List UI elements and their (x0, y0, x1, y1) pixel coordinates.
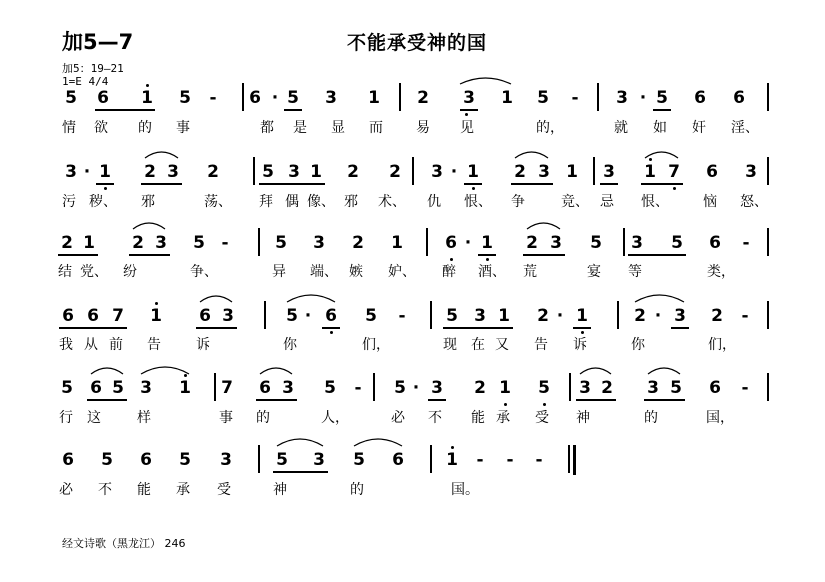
lyric-syllable: 像、 (307, 194, 335, 210)
note: 7 (668, 162, 680, 182)
note: 6 (199, 306, 211, 326)
note: - (221, 233, 229, 253)
lyric-syllable: 纷 (123, 264, 137, 280)
note: 7 (221, 378, 233, 398)
lyric-syllable: 易 (416, 120, 430, 136)
lyric-syllable: 承 (176, 482, 190, 498)
lyric-syllable: 现 (443, 337, 457, 353)
note: 5 (179, 88, 191, 108)
note: 1 (499, 378, 511, 398)
lyric-syllable: 党、 (80, 264, 108, 280)
lyric-syllable: 类， (707, 264, 735, 280)
note: 3 (325, 88, 337, 108)
lyric-syllable: 告 (534, 337, 548, 353)
note: 5 (112, 378, 124, 398)
note: · (271, 88, 279, 108)
lyric-syllable: 诉 (573, 337, 587, 353)
lyric-syllable: 如 (653, 120, 667, 136)
lyric-syllable: 不 (98, 482, 112, 498)
note: 5 (671, 233, 683, 253)
scripture-reference: 加5：19—21 (62, 62, 124, 75)
lyric-syllable: 嫉 (349, 264, 363, 280)
note: 3 (155, 233, 167, 253)
lyric-syllable: 的， (536, 120, 564, 136)
note: 2 (514, 162, 526, 182)
note: 3 (431, 378, 443, 398)
lyric-syllable: 受 (535, 410, 549, 426)
note: · (304, 306, 312, 326)
slur (645, 152, 678, 158)
lyric-syllable: 而 (369, 120, 383, 136)
note: 6 (445, 233, 457, 253)
note: · (556, 306, 564, 326)
lyric-syllable: 的 (350, 482, 364, 498)
lyric-syllable: 你 (283, 337, 297, 353)
slur (527, 223, 560, 229)
lyric-syllable: 国。 (451, 482, 479, 498)
note: 1 (391, 233, 403, 253)
note: 6 (733, 88, 745, 108)
note: 3 (140, 378, 152, 398)
note: 1 (150, 306, 162, 326)
note: - (506, 450, 514, 470)
note: - (741, 378, 749, 398)
note: 2 (526, 233, 538, 253)
lyric-syllable: 仇 (427, 194, 441, 210)
lyric-syllable: 拜 (259, 194, 273, 210)
slur (580, 368, 611, 374)
lyric-syllable: 的 (256, 410, 270, 426)
lyric-syllable: 秽、 (89, 194, 117, 210)
note: 3 (313, 233, 325, 253)
note: 2 (389, 162, 401, 182)
note: 2 (207, 162, 219, 182)
note: 2 (474, 378, 486, 398)
note: 2 (61, 233, 73, 253)
note: 6 (709, 233, 721, 253)
note: - (354, 378, 362, 398)
lyric-syllable: 样 (137, 410, 151, 426)
note: 5 (656, 88, 668, 108)
note: 6 (325, 306, 337, 326)
note: 6 (392, 450, 404, 470)
note: 3 (603, 162, 615, 182)
lyric-syllable: 荡、 (204, 194, 232, 210)
lyric-syllable: 的 (644, 410, 658, 426)
lyric-syllable: 等 (628, 264, 642, 280)
lyric-syllable: 妒、 (388, 264, 416, 280)
lyric-syllable: 你 (631, 337, 645, 353)
note: 2 (417, 88, 429, 108)
note: 1 (446, 450, 458, 470)
lyric-syllable: 这 (87, 410, 101, 426)
note: · (464, 233, 472, 253)
note: 3 (282, 378, 294, 398)
slur (145, 152, 178, 158)
note: 5 (287, 88, 299, 108)
lyric-syllable: 人， (321, 410, 349, 426)
note: 3 (579, 378, 591, 398)
note: 3 (616, 88, 628, 108)
note: 5 (537, 88, 549, 108)
lyric-syllable: 端、 (310, 264, 338, 280)
lyric-syllable: 酒、 (478, 264, 506, 280)
lyric-syllable: 术、 (378, 194, 406, 210)
note: 3 (745, 162, 757, 182)
note: 3 (65, 162, 77, 182)
note: 5 (590, 233, 602, 253)
lyric-syllable: 偶 (285, 194, 299, 210)
note: 3 (631, 233, 643, 253)
lyric-syllable: 的 (138, 120, 152, 136)
note: 1 (99, 162, 111, 182)
lyric-syllable: 恼 (703, 194, 717, 210)
lyric-syllable: 行 (59, 410, 73, 426)
lyric-syllable: 诉 (196, 337, 210, 353)
lyric-syllable: 忌 (600, 194, 614, 210)
lyric-syllable: 神 (273, 482, 287, 498)
note: 5 (538, 378, 550, 398)
note: 1 (141, 88, 153, 108)
lyric-syllable: 能 (137, 482, 151, 498)
lyric-syllable: 情 (62, 120, 76, 136)
lyric-syllable: 事 (219, 410, 233, 426)
note: 1 (576, 306, 588, 326)
lyric-syllable: 们， (708, 337, 736, 353)
note: 1 (498, 306, 510, 326)
note: · (83, 162, 91, 182)
lyric-syllable: 奸 (692, 120, 706, 136)
lyric-syllable: 国， (706, 410, 734, 426)
note: 5 (65, 88, 77, 108)
note: 3 (550, 233, 562, 253)
note: 1 (501, 88, 513, 108)
note: 3 (167, 162, 179, 182)
lyric-syllable: 醉 (442, 264, 456, 280)
note: 5 (324, 378, 336, 398)
lyric-syllable: 竞、 (561, 194, 589, 210)
note: 2 (537, 306, 549, 326)
key-signature: 1=E 4/4 (62, 75, 109, 88)
note: 5 (262, 162, 274, 182)
note: 2 (601, 378, 613, 398)
footer-source: 经文诗歌（黑龙江） 246 (62, 537, 186, 550)
lyric-syllable: 邪 (141, 194, 155, 210)
hymn-number: 加5—7 (62, 30, 134, 54)
note: · (450, 162, 458, 182)
lyric-syllable: 受 (217, 482, 231, 498)
note: 5 (353, 450, 365, 470)
note: 3 (474, 306, 486, 326)
lyric-syllable: 就 (614, 120, 628, 136)
note: 6 (90, 378, 102, 398)
lyric-syllable: 欲 (94, 120, 108, 136)
lyric-syllable: 神 (576, 410, 590, 426)
lyric-syllable: 怒、 (740, 194, 768, 210)
note: 2 (634, 306, 646, 326)
note: 1 (467, 162, 479, 182)
lyric-syllable: 淫、 (731, 120, 759, 136)
lyric-syllable: 争、 (190, 264, 218, 280)
lyric-syllable: 结 (58, 264, 72, 280)
lyric-syllable: 显 (331, 120, 345, 136)
note: 5 (193, 233, 205, 253)
note: 3 (220, 450, 232, 470)
note: 5 (275, 233, 287, 253)
note: 6 (140, 450, 152, 470)
note: 3 (222, 306, 234, 326)
note: 5 (101, 450, 113, 470)
note: 3 (463, 88, 475, 108)
note: 2 (132, 233, 144, 253)
slur (287, 295, 335, 302)
note: - (398, 306, 406, 326)
lyric-syllable: 必 (391, 410, 405, 426)
note: 3 (313, 450, 325, 470)
slur (460, 78, 511, 84)
note: 2 (352, 233, 364, 253)
lyric-syllable: 荒 (523, 264, 537, 280)
note: 1 (310, 162, 322, 182)
note: 3 (431, 162, 443, 182)
note: 5 (179, 450, 191, 470)
note: · (412, 378, 420, 398)
note: 5 (446, 306, 458, 326)
lyric-syllable: 们， (362, 337, 390, 353)
note: 1 (83, 233, 95, 253)
note: 6 (694, 88, 706, 108)
slur (200, 296, 232, 302)
lyric-syllable: 异 (272, 264, 286, 280)
note: 1 (644, 162, 656, 182)
note: 3 (538, 162, 550, 182)
note: 6 (62, 450, 74, 470)
lyric-syllable: 我 (59, 337, 73, 353)
slur (648, 368, 680, 374)
lyric-syllable: 争 (511, 194, 525, 210)
note: · (639, 88, 647, 108)
note: 5 (670, 378, 682, 398)
note: 2 (144, 162, 156, 182)
note: 6 (259, 378, 271, 398)
slur (260, 368, 292, 374)
lyric-syllable: 在 (471, 337, 485, 353)
slur (277, 439, 323, 446)
note: 5 (286, 306, 298, 326)
lyric-syllable: 从 (84, 337, 98, 353)
note: 6 (97, 88, 109, 108)
lyric-syllable: 又 (495, 337, 509, 353)
note: 1 (368, 88, 380, 108)
page-title: 不能承受神的国 (347, 32, 488, 54)
lyric-syllable: 邪 (344, 194, 358, 210)
note: · (654, 306, 662, 326)
note: 5 (394, 378, 406, 398)
note: 2 (711, 306, 723, 326)
note: 6 (249, 88, 261, 108)
note: 5 (365, 306, 377, 326)
slur (354, 439, 402, 446)
lyric-syllable: 恨、 (641, 194, 669, 210)
note: 6 (87, 306, 99, 326)
lyric-syllable: 承 (496, 410, 510, 426)
note: 1 (481, 233, 493, 253)
note: 1 (566, 162, 578, 182)
note: 6 (706, 162, 718, 182)
note: - (535, 450, 543, 470)
note: - (476, 450, 484, 470)
note: - (209, 88, 217, 108)
lyric-syllable: 是 (293, 120, 307, 136)
slur (515, 152, 548, 158)
lyric-syllable: 恨、 (464, 194, 492, 210)
lyric-syllable: 见 (460, 120, 474, 136)
lyric-syllable: 不 (428, 410, 442, 426)
lyric-syllable: 前 (109, 337, 123, 353)
note: 5 (61, 378, 73, 398)
lyric-syllable: 必 (59, 482, 73, 498)
note: - (571, 88, 579, 108)
note: 6 (62, 306, 74, 326)
note: 3 (288, 162, 300, 182)
note: 1 (179, 378, 191, 398)
lyric-syllable: 都 (260, 120, 274, 136)
note: 2 (347, 162, 359, 182)
note: 5 (276, 450, 288, 470)
note: 3 (647, 378, 659, 398)
slur (635, 295, 684, 302)
lyric-syllable: 污 (62, 194, 76, 210)
lyric-syllable: 宴 (587, 264, 601, 280)
lyric-syllable: 告 (147, 337, 161, 353)
note: 6 (709, 378, 721, 398)
note: - (742, 233, 750, 253)
slur (91, 368, 123, 374)
slur (141, 367, 189, 374)
lyric-syllable: 事 (176, 120, 190, 136)
lyric-syllable: 能 (471, 410, 485, 426)
note: - (741, 306, 749, 326)
slur (133, 223, 165, 229)
note: 7 (112, 306, 124, 326)
note: 3 (674, 306, 686, 326)
